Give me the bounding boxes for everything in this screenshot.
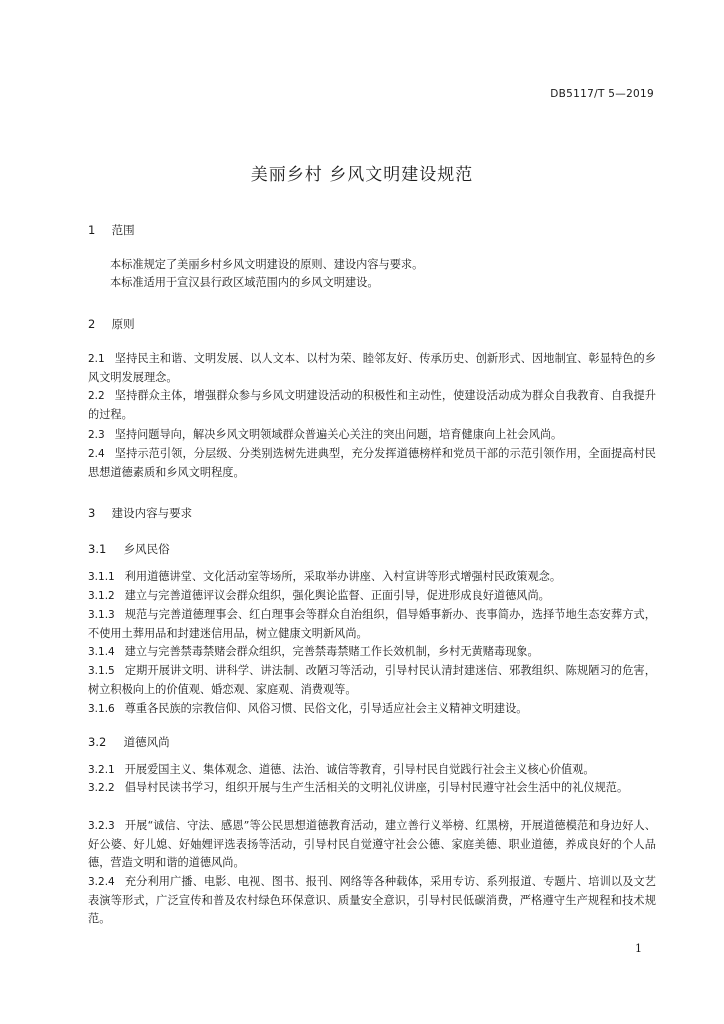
clause-2-4 bbox=[88, 445, 656, 482]
clause-text: 开展爱国主义、集体观念、道德、法治、诚信等教育，引导村民自觉践行社会主义核心价值观。 bbox=[124, 763, 595, 776]
section-number: 2 bbox=[88, 317, 96, 331]
scope-paragraph-2: 本标准适用于宣汉县行政区域范围内的乡风文明建设。 bbox=[110, 276, 379, 289]
clause-3-2-4 bbox=[88, 873, 656, 929]
clause-number: 3.1.1 bbox=[88, 571, 115, 583]
page-number: 1 bbox=[635, 942, 642, 955]
subsection-number: 3.2 bbox=[88, 735, 107, 749]
clause-3-1-4 bbox=[88, 643, 656, 662]
clause-number: 2.2 bbox=[88, 390, 105, 402]
clause-number: 3.1.4 bbox=[88, 646, 115, 658]
section-2-heading bbox=[88, 316, 135, 332]
section-title: 范围 bbox=[111, 223, 135, 237]
section-number: 3 bbox=[88, 506, 96, 520]
clause-number: 3.1.3 bbox=[88, 609, 115, 621]
clause-text: 坚持民主和谐、文明发展、以人文本、以村为荣、睦邻友好、传承历史、创新形式、因地制宜、彰显特色的乡风文明发展理念。 bbox=[88, 352, 656, 384]
section-1-heading bbox=[88, 222, 135, 238]
clause-2-1 bbox=[88, 350, 656, 387]
clause-number: 3.2.1 bbox=[88, 764, 115, 776]
clause-3-1-6 bbox=[88, 700, 656, 719]
subsection-3-2-heading bbox=[88, 734, 170, 750]
clause-text: 规范与完善道德理事会、红白理事会等群众自治组织，倡导婚事新办、丧事简办，选择节地生态安葬方式，不使用土葬用品和封建迷信用品，树立健康文明新风尚。 bbox=[88, 608, 656, 640]
clause-text: 尊重各民族的宗教信仰、风俗习惯、民俗文化，引导适应社会主义精神文明建设。 bbox=[124, 702, 528, 715]
clause-2-3 bbox=[88, 426, 656, 445]
clause-2-2 bbox=[88, 387, 656, 424]
clause-text: 充分利用广播、电影、电视、图书、报刊、网络等各种载体，采用专访、系列报道、专题片、培训以及文艺表演等形式，广泛宣传和普及农村绿色环保意识、质量安全意识，引导村民低碳消费，严格遵守生产规程和技术规范。 bbox=[88, 875, 656, 925]
clause-number: 3.1.6 bbox=[88, 703, 115, 715]
document-title: 美丽乡村 乡风文明建设规范 bbox=[250, 165, 474, 185]
clause-text: 坚持群众主体，增强群众参与乡风文明建设活动的积极性和主动性，使建设活动成为群众自我教育、自我提升的过程。 bbox=[88, 389, 656, 421]
clause-3-2-2 bbox=[88, 779, 656, 798]
clause-number: 2.1 bbox=[88, 353, 105, 365]
clause-3-2-1 bbox=[88, 761, 656, 780]
section-title: 原则 bbox=[111, 317, 135, 331]
clause-text: 坚持问题导向，解决乡风文明领域群众普遍关心关注的突出问题，培育健康向上社会风尚。 bbox=[114, 428, 563, 441]
clause-text: 倡导村民读书学习，组织开展与生产生活相关的文明礼仪讲座，引导村民遵守社会生活中的礼仪规范。 bbox=[124, 781, 629, 794]
subsection-3-1-heading bbox=[88, 541, 170, 557]
scope-paragraph-1: 本标准规定了美丽乡村乡风文明建设的原则、建设内容与要求。 bbox=[110, 258, 424, 271]
clause-number: 3.2.4 bbox=[88, 876, 115, 888]
standard-code: DB5117/T 5—2019 bbox=[550, 88, 654, 100]
clause-text: 定期开展讲文明、讲科学、讲法制、改陋习等活动，引导村民认清封建迷信、邪教组织、陈规陋习的危害，树立积极向上的价值观、婚恋观、家庭观、消费观等。 bbox=[88, 664, 656, 696]
clause-3-1-5 bbox=[88, 662, 656, 699]
clause-text: 建立与完善禁毒禁赌会群众组织，完善禁毒禁赌工作长效机制，乡村无黄赌毒现象。 bbox=[124, 645, 539, 658]
subsection-title: 道德风尚 bbox=[123, 735, 170, 749]
clause-3-2-3 bbox=[88, 817, 656, 873]
clause-number: 3.1.5 bbox=[88, 665, 115, 677]
clause-number: 3.2.2 bbox=[88, 782, 115, 794]
clause-number: 3.2.3 bbox=[88, 820, 115, 832]
clause-text: 利用道德讲堂、文化活动室等场所，采取举办讲座、入村宣讲等形式增强村民政策观念。 bbox=[124, 570, 562, 583]
clause-3-1-1 bbox=[88, 568, 656, 587]
section-3-heading bbox=[88, 505, 192, 521]
section-title: 建设内容与要求 bbox=[111, 506, 193, 520]
clause-3-1-3 bbox=[88, 606, 656, 643]
clause-number: 2.3 bbox=[88, 429, 105, 441]
clause-text: 建立与完善道德评议会群众组织，强化舆论监督、正面引导，促进形成良好道德风尚。 bbox=[124, 589, 550, 602]
clause-number: 3.1.2 bbox=[88, 590, 115, 602]
subsection-number: 3.1 bbox=[88, 542, 107, 556]
clause-text: 坚持示范引领，分层级、分类别选树先进典型，充分发挥道德榜样和党员干部的示范引领作用，全面提高村民思想道德素质和乡风文明程度。 bbox=[88, 447, 656, 479]
clause-3-1-2 bbox=[88, 587, 656, 606]
clause-text: 开展“诚信、守法、感恩”等公民思想道德教育活动，建立善行义举榜、红黑榜，开展道德模范和身边好人、好公婆、好儿媳、好妯娌评选表扬等活动，引导村民自觉遵守社会公德、家庭美德、职业道德，养成良好的个人品德，营造文明和谐的道德风尚。 bbox=[88, 819, 656, 869]
clause-number: 2.4 bbox=[88, 448, 105, 460]
section-number: 1 bbox=[88, 223, 96, 237]
subsection-title: 乡风民俗 bbox=[123, 542, 170, 556]
